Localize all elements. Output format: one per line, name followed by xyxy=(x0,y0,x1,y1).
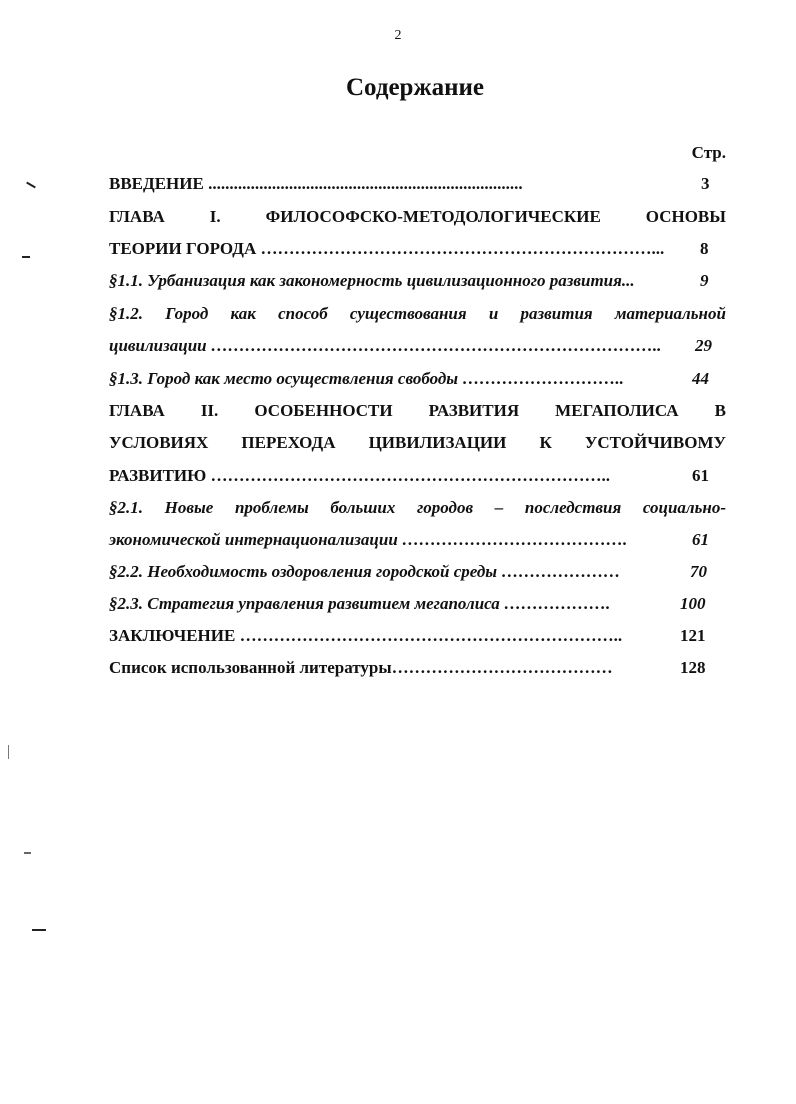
toc-word: Новые xyxy=(164,498,214,517)
toc-word: проблемы xyxy=(234,498,309,517)
toc-entry-conclusion: ЗАКЛЮЧЕНИЕ ………………………………………………………….. xyxy=(109,626,623,645)
toc-entry-chapter-2 xyxy=(109,401,726,421)
toc-entry-section-2-1-cont: экономической интернационализации …………………………………. xyxy=(109,530,628,549)
toc-word: существования xyxy=(349,304,467,323)
toc-word: §1.2. xyxy=(109,304,143,323)
toc-word: ОСНОВЫ xyxy=(645,207,726,226)
toc-word: I. xyxy=(209,207,221,226)
toc-entry-chapter-1-cont: ТЕОРИИ ГОРОДА ……………………………………………………………... xyxy=(109,239,665,258)
toc-entry-section-2-2: §2.2. Необходимость оздоровления городской среды ………………… xyxy=(109,562,621,581)
scan-mark xyxy=(24,852,31,854)
toc-entry-section-1-3: §1.3. Город как место осуществления свободы ……………………….. xyxy=(109,369,624,388)
toc-page-bibliography: 128 xyxy=(680,658,706,677)
toc-word: ГЛАВА xyxy=(109,207,165,226)
toc-word: РАЗВИТИЯ xyxy=(428,401,520,420)
toc-word: ЦИВИЛИЗАЦИИ xyxy=(368,433,507,452)
toc-page-section-1-3: 44 xyxy=(692,369,709,388)
scan-mark xyxy=(32,929,46,931)
toc-word: – xyxy=(494,498,504,517)
toc-entry-bibliography: Список использованной литературы………………………………… xyxy=(109,658,613,677)
toc-page-intro: 3 xyxy=(701,174,710,193)
toc-page-chapter-1: 8 xyxy=(700,239,709,258)
toc-word: способ xyxy=(278,304,328,323)
toc-entry-chapter-2-cont xyxy=(109,433,726,453)
toc-word: К xyxy=(539,433,552,452)
toc-page-chapter-2: 61 xyxy=(692,466,709,485)
scan-mark xyxy=(22,256,30,258)
toc-word: как xyxy=(230,304,256,323)
toc-word: материальной xyxy=(614,304,726,323)
toc-page-conclusion: 121 xyxy=(680,626,706,645)
toc-word: больших xyxy=(330,498,396,517)
toc-page-section-2-3: 100 xyxy=(680,594,706,613)
toc-word: Город xyxy=(165,304,209,323)
toc-entry-section-1-1: §1.1. Урбанизация как закономерность цивилизационного развития... xyxy=(109,271,635,290)
toc-page-section-2-1: 61 xyxy=(692,530,709,549)
toc-word: и xyxy=(488,304,499,323)
toc-word: развития xyxy=(520,304,593,323)
toc-page-section-1-2: 29 xyxy=(695,336,712,355)
toc-word: ГЛАВА xyxy=(109,401,165,420)
scan-mark xyxy=(8,745,9,759)
toc-entry-section-1-2-cont: цивилизации …………………………………………………………………….. xyxy=(109,336,662,355)
page-title: Содержание xyxy=(345,74,484,101)
toc-entry-section-2-3: §2.3. Стратегия управления развитием мегаполиса ………………. xyxy=(109,594,611,613)
toc-word: В xyxy=(714,401,726,420)
toc-word: городов xyxy=(417,498,474,517)
toc-entry-section-1-2 xyxy=(109,304,726,324)
toc-word: ФИЛОСОФСКО-МЕТОДОЛОГИЧЕСКИЕ xyxy=(265,207,601,226)
toc-page-column-header: Стр. xyxy=(691,143,726,162)
toc-word: II. xyxy=(200,401,219,420)
toc-word: УСТОЙЧИВОМУ xyxy=(584,433,726,452)
toc-word: УСЛОВИЯХ xyxy=(109,433,209,452)
toc-page-section-1-1: 9 xyxy=(700,271,709,290)
toc-word: МЕГАПОЛИСА xyxy=(555,401,679,420)
toc-entry-chapter-1 xyxy=(109,207,726,227)
toc-word: ПЕРЕХОДА xyxy=(241,433,336,452)
toc-word: ОСОБЕННОСТИ xyxy=(254,401,393,420)
page-number: 2 xyxy=(394,28,402,43)
toc-word: социально- xyxy=(642,498,726,517)
toc-entry-intro: ВВЕДЕНИЕ .......................................................................... xyxy=(109,174,523,193)
toc-entry-section-2-1 xyxy=(109,498,726,518)
toc-word: §2.1. xyxy=(109,498,143,517)
toc-page-section-2-2: 70 xyxy=(690,562,707,581)
toc-word: последствия xyxy=(524,498,622,517)
toc-entry-chapter-2-cont2: РАЗВИТИЮ …………………………………………………………….. xyxy=(109,466,611,485)
